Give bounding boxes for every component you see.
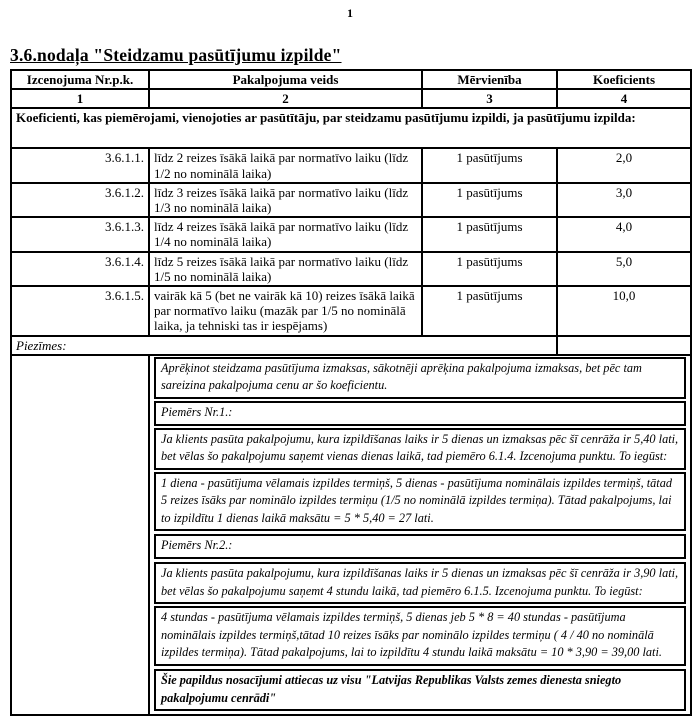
column-number-3: 3 — [422, 89, 557, 108]
note-example-2-label: Piemērs Nr.2.: — [154, 534, 686, 559]
row-unit: 1 pasūtījums — [422, 183, 557, 217]
section-row — [11, 108, 691, 148]
note-paragraph: Aprēķinot steidzama pasūtījuma izmaksas, sākotnēji aprēķina pakalpojuma izmaksas, bet pēc tam sareizina pakalpojuma cenu ar šo koeficientu. — [154, 357, 686, 399]
page-number: 1 — [347, 6, 353, 20]
column-number-2: 2 — [149, 89, 422, 108]
note-example-1-label: Piemērs Nr.1.: — [154, 401, 686, 426]
row-service: līdz 3 reizes īsākā laikā par normatīvo laiku (līdz 1/3 no nominālā laika) — [149, 183, 422, 217]
table-row — [11, 148, 691, 182]
column-number-row — [11, 89, 691, 108]
notes-row — [11, 355, 691, 715]
note-paragraph: Ja klients pasūta pakalpojumu, kura izpildīšanas laiks ir 5 dienas un izmaksas pēc šī cenrāža ir 3,90 lati, bet vēlas šo pakalpojumu saņemt 4 stundu laikā, tad piemēro 6.1.5. Izcenojuma punktu. To iegūst: — [154, 562, 686, 604]
notes-label-row — [11, 336, 691, 355]
table-row — [11, 252, 691, 286]
row-service: vairāk kā 5 (bet ne vairāk kā 10) reizes īsākā laikā par normatīvo laiku (mazāk par 1/5 no nominālā laika, ja tehniski tas ir iespējams) — [149, 286, 422, 336]
row-service: līdz 2 reizes īsākā laikā par normatīvo laiku (līdz 1/2 no nominālā laika) — [149, 148, 422, 182]
column-header-coefficient: Koeficients — [557, 70, 691, 89]
column-number-4: 4 — [557, 89, 691, 108]
table-row — [11, 183, 691, 217]
notes-container — [149, 355, 691, 715]
pricing-table — [10, 69, 692, 716]
row-nr: 3.6.1.3. — [11, 217, 149, 251]
row-coefficient: 10,0 — [557, 286, 691, 336]
row-unit: 1 pasūtījums — [422, 286, 557, 336]
row-nr: 3.6.1.5. — [11, 286, 149, 336]
row-unit: 1 pasūtījums — [422, 217, 557, 251]
column-header-nr: Izcenojuma Nr.p.k. — [11, 70, 149, 89]
row-unit: 1 pasūtījums — [422, 148, 557, 182]
table-header-row — [11, 70, 691, 89]
column-number-1: 1 — [11, 89, 149, 108]
note-paragraph: 1 diena - pasūtījuma vēlamais izpildes termiņš, 5 dienas - pasūtījuma nominālais izpildes termiņš, tātad 5 reizes īsāks par nominālo izpildes termiņu (1/5 no nominālā izpildes termiņa). Tātad pakalpojums, lai to izpildītu 1 dienas laikā maksātu = 5 * 5,40 = 27 lati. — [154, 472, 686, 532]
row-service: līdz 4 reizes īsākā laikā par normatīvo laiku (līdz 1/4 no nominālā laika) — [149, 217, 422, 251]
notes-label: Piezīmes: — [11, 336, 557, 355]
row-coefficient: 4,0 — [557, 217, 691, 251]
page-title: 3.6.nodaļa "Steidzamu pasūtījumu izpilde" — [10, 45, 342, 65]
section-text: Koeficienti, kas piemērojami, vienojoties ar pasūtītāju, par steidzamu pasūtījumu izpildi, ja pasūtījumu izpilda: — [11, 108, 691, 148]
row-service: līdz 5 reizes īsākā laikā par normatīvo laiku (līdz 1/5 no nominālā laika) — [149, 252, 422, 286]
table-row — [11, 286, 691, 336]
note-paragraph: Ja klients pasūta pakalpojumu, kura izpildīšanas laiks ir 5 dienas un izmaksas pēc šī cenrāža ir 5,40 lati, bet vēlas šo pakalpojumu saņemt vienas dienas laikā, tad piemēro 6.1.4. Izcenojuma punktu. To iegūst: — [154, 428, 686, 470]
column-header-unit: Mērvienība — [422, 70, 557, 89]
row-coefficient: 3,0 — [557, 183, 691, 217]
row-nr: 3.6.1.4. — [11, 252, 149, 286]
row-nr: 3.6.1.2. — [11, 183, 149, 217]
row-unit: 1 pasūtījums — [422, 252, 557, 286]
note-conditions-statement: Šie papildus nosacījumi attiecas uz visu "Latvijas Republikas Valsts zemes dienesta sniegto pakalpojumu cenrādi" — [154, 669, 686, 711]
row-coefficient: 5,0 — [557, 252, 691, 286]
notes-left-empty-cell — [11, 355, 149, 715]
row-coefficient: 2,0 — [557, 148, 691, 182]
row-nr: 3.6.1.1. — [11, 148, 149, 182]
note-paragraph: 4 stundas - pasūtījuma vēlamais izpildes termiņš, 5 dienas jeb 5 * 8 = 40 stundas - pasūtījuma nominālais izpildes termiņš,tātad 10 reizes īsāks par nominālo izpildes termiņu ( 4 / 40 no nominālā izpildes termiņa). Tātad pakalpojums, lai to izpildītu 4 stundu laikā maksātu = 10 * 3,90 = 39,00 lati. — [154, 606, 686, 666]
notes-label-empty-cell — [557, 336, 691, 355]
table-row — [11, 217, 691, 251]
column-header-service: Pakalpojuma veids — [149, 70, 422, 89]
